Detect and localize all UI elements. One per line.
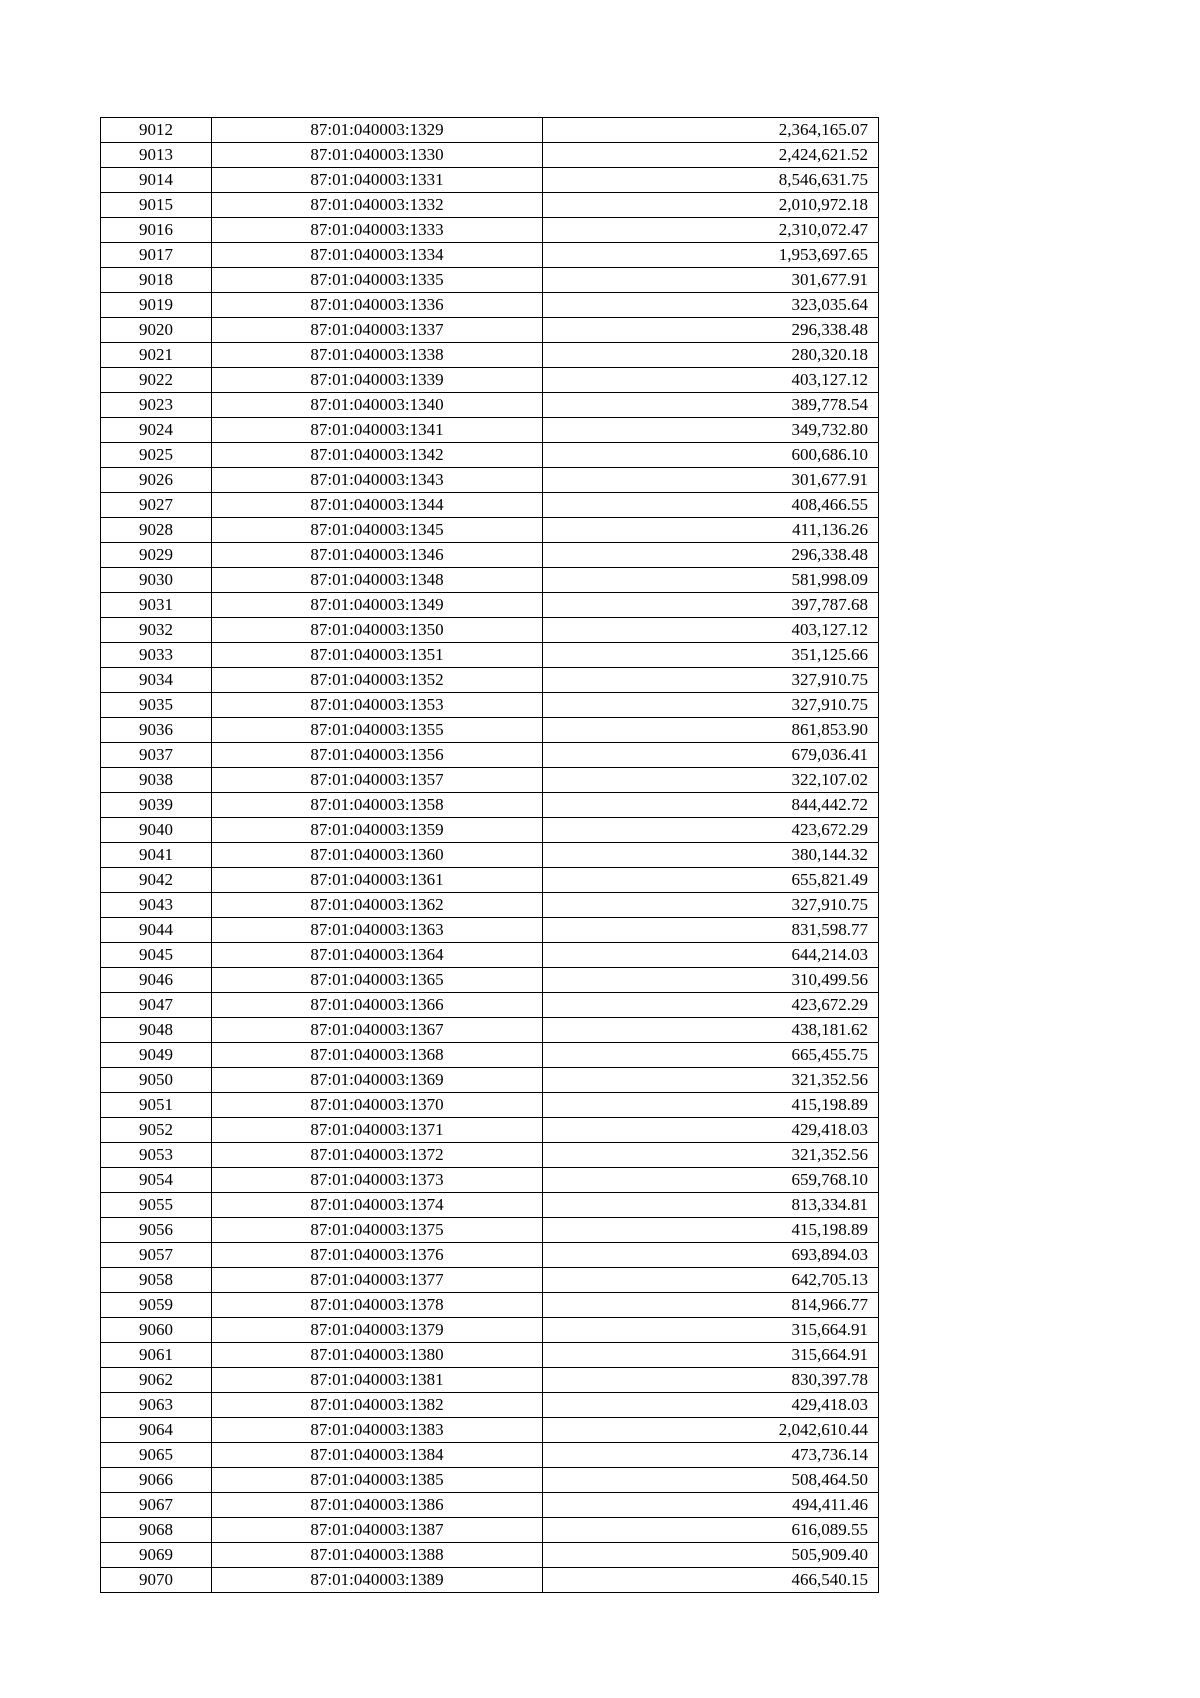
cadastral-value-cell: 466,540.15 — [543, 1568, 879, 1593]
cadastral-number-cell: 87:01:040003:1383 — [212, 1418, 543, 1443]
row-number-cell: 9052 — [101, 1118, 212, 1143]
cadastral-value-cell: 508,464.50 — [543, 1468, 879, 1493]
cadastral-number-cell: 87:01:040003:1341 — [212, 418, 543, 443]
cadastral-number-cell: 87:01:040003:1339 — [212, 368, 543, 393]
table-row — [101, 818, 879, 843]
cadastral-number-cell: 87:01:040003:1336 — [212, 293, 543, 318]
cadastral-value-cell: 423,672.29 — [543, 993, 879, 1018]
table-row — [101, 1143, 879, 1168]
cadastral-number-cell: 87:01:040003:1358 — [212, 793, 543, 818]
table-row — [101, 1518, 879, 1543]
row-number-cell: 9056 — [101, 1218, 212, 1243]
cadastral-value-cell: 438,181.62 — [543, 1018, 879, 1043]
cadastral-value-cell: 659,768.10 — [543, 1168, 879, 1193]
cadastral-number-cell: 87:01:040003:1388 — [212, 1543, 543, 1568]
cadastral-value-cell: 280,320.18 — [543, 343, 879, 368]
cadastral-value-cell: 403,127.12 — [543, 368, 879, 393]
table-row — [101, 243, 879, 268]
cadastral-value-table — [100, 117, 879, 1593]
cadastral-number-cell: 87:01:040003:1361 — [212, 868, 543, 893]
table-row — [101, 1418, 879, 1443]
cadastral-number-cell: 87:01:040003:1389 — [212, 1568, 543, 1593]
row-number-cell: 9066 — [101, 1468, 212, 1493]
row-number-cell: 9054 — [101, 1168, 212, 1193]
row-number-cell: 9051 — [101, 1093, 212, 1118]
table-row — [101, 1443, 879, 1468]
row-number-cell: 9053 — [101, 1143, 212, 1168]
cadastral-value-cell: 2,364,165.07 — [543, 118, 879, 143]
cadastral-value-cell: 679,036.41 — [543, 743, 879, 768]
cadastral-value-cell: 315,664.91 — [543, 1318, 879, 1343]
row-number-cell: 9063 — [101, 1393, 212, 1418]
cadastral-value-cell: 389,778.54 — [543, 393, 879, 418]
cadastral-value-cell: 693,894.03 — [543, 1243, 879, 1268]
cadastral-value-cell: 349,732.80 — [543, 418, 879, 443]
cadastral-number-cell: 87:01:040003:1349 — [212, 593, 543, 618]
row-number-cell: 9068 — [101, 1518, 212, 1543]
table-row — [101, 493, 879, 518]
cadastral-value-cell: 494,411.46 — [543, 1493, 879, 1518]
row-number-cell: 9041 — [101, 843, 212, 868]
row-number-cell: 9058 — [101, 1268, 212, 1293]
row-number-cell: 9048 — [101, 1018, 212, 1043]
table-row — [101, 718, 879, 743]
table-row — [101, 793, 879, 818]
row-number-cell: 9070 — [101, 1568, 212, 1593]
cadastral-value-cell: 310,499.56 — [543, 968, 879, 993]
cadastral-value-cell: 2,424,621.52 — [543, 143, 879, 168]
cadastral-value-cell: 665,455.75 — [543, 1043, 879, 1068]
row-number-cell: 9031 — [101, 593, 212, 618]
row-number-cell: 9038 — [101, 768, 212, 793]
row-number-cell: 9027 — [101, 493, 212, 518]
cadastral-number-cell: 87:01:040003:1384 — [212, 1443, 543, 1468]
cadastral-number-cell: 87:01:040003:1356 — [212, 743, 543, 768]
table-row — [101, 1568, 879, 1593]
cadastral-number-cell: 87:01:040003:1380 — [212, 1343, 543, 1368]
table-row — [101, 1093, 879, 1118]
row-number-cell: 9026 — [101, 468, 212, 493]
cadastral-value-cell: 2,310,072.47 — [543, 218, 879, 243]
cadastral-number-cell: 87:01:040003:1333 — [212, 218, 543, 243]
cadastral-value-cell: 327,910.75 — [543, 668, 879, 693]
table-row — [101, 468, 879, 493]
cadastral-value-cell: 8,546,631.75 — [543, 168, 879, 193]
table-row — [101, 318, 879, 343]
cadastral-number-cell: 87:01:040003:1368 — [212, 1043, 543, 1068]
table-row — [101, 118, 879, 143]
row-number-cell: 9043 — [101, 893, 212, 918]
row-number-cell: 9018 — [101, 268, 212, 293]
cadastral-value-cell: 323,035.64 — [543, 293, 879, 318]
cadastral-number-cell: 87:01:040003:1373 — [212, 1168, 543, 1193]
cadastral-value-cell: 351,125.66 — [543, 643, 879, 668]
table-row — [101, 918, 879, 943]
table-row — [101, 993, 879, 1018]
cadastral-value-cell: 380,144.32 — [543, 843, 879, 868]
row-number-cell: 9017 — [101, 243, 212, 268]
cadastral-number-cell: 87:01:040003:1355 — [212, 718, 543, 743]
row-number-cell: 9023 — [101, 393, 212, 418]
row-number-cell: 9059 — [101, 1293, 212, 1318]
row-number-cell: 9049 — [101, 1043, 212, 1068]
cadastral-value-cell: 616,089.55 — [543, 1518, 879, 1543]
cadastral-number-cell: 87:01:040003:1337 — [212, 318, 543, 343]
table-row — [101, 893, 879, 918]
row-number-cell: 9037 — [101, 743, 212, 768]
row-number-cell: 9065 — [101, 1443, 212, 1468]
table-row — [101, 218, 879, 243]
cadastral-number-cell: 87:01:040003:1360 — [212, 843, 543, 868]
table-row — [101, 268, 879, 293]
cadastral-number-cell: 87:01:040003:1348 — [212, 568, 543, 593]
cadastral-value-cell: 429,418.03 — [543, 1393, 879, 1418]
row-number-cell: 9039 — [101, 793, 212, 818]
cadastral-value-cell: 301,677.91 — [543, 268, 879, 293]
cadastral-value-cell: 408,466.55 — [543, 493, 879, 518]
cadastral-number-cell: 87:01:040003:1334 — [212, 243, 543, 268]
row-number-cell: 9013 — [101, 143, 212, 168]
cadastral-number-cell: 87:01:040003:1331 — [212, 168, 543, 193]
row-number-cell: 9047 — [101, 993, 212, 1018]
cadastral-value-cell: 415,198.89 — [543, 1093, 879, 1118]
cadastral-value-cell: 327,910.75 — [543, 693, 879, 718]
cadastral-number-cell: 87:01:040003:1370 — [212, 1093, 543, 1118]
row-number-cell: 9034 — [101, 668, 212, 693]
table-row — [101, 343, 879, 368]
table-row — [101, 443, 879, 468]
cadastral-number-cell: 87:01:040003:1386 — [212, 1493, 543, 1518]
cadastral-number-cell: 87:01:040003:1340 — [212, 393, 543, 418]
cadastral-value-cell: 321,352.56 — [543, 1143, 879, 1168]
cadastral-number-cell: 87:01:040003:1385 — [212, 1468, 543, 1493]
cadastral-number-cell: 87:01:040003:1365 — [212, 968, 543, 993]
cadastral-number-cell: 87:01:040003:1330 — [212, 143, 543, 168]
row-number-cell: 9060 — [101, 1318, 212, 1343]
table-row — [101, 293, 879, 318]
cadastral-value-cell: 814,966.77 — [543, 1293, 879, 1318]
table-row — [101, 168, 879, 193]
table-row — [101, 1018, 879, 1043]
cadastral-value-cell: 1,953,697.65 — [543, 243, 879, 268]
cadastral-value-cell: 411,136.26 — [543, 518, 879, 543]
cadastral-number-cell: 87:01:040003:1369 — [212, 1068, 543, 1093]
cadastral-number-cell: 87:01:040003:1382 — [212, 1393, 543, 1418]
cadastral-value-cell: 2,010,972.18 — [543, 193, 879, 218]
cadastral-number-cell: 87:01:040003:1377 — [212, 1268, 543, 1293]
row-number-cell: 9044 — [101, 918, 212, 943]
table-row — [101, 143, 879, 168]
cadastral-value-cell: 642,705.13 — [543, 1268, 879, 1293]
cadastral-number-cell: 87:01:040003:1332 — [212, 193, 543, 218]
row-number-cell: 9014 — [101, 168, 212, 193]
row-number-cell: 9067 — [101, 1493, 212, 1518]
cadastral-value-cell: 844,442.72 — [543, 793, 879, 818]
cadastral-value-cell: 415,198.89 — [543, 1218, 879, 1243]
cadastral-value-cell: 600,686.10 — [543, 443, 879, 468]
table-row — [101, 1293, 879, 1318]
cadastral-value-cell: 301,677.91 — [543, 468, 879, 493]
table-row — [101, 568, 879, 593]
row-number-cell: 9035 — [101, 693, 212, 718]
row-number-cell: 9032 — [101, 618, 212, 643]
cadastral-value-cell: 397,787.68 — [543, 593, 879, 618]
table-row — [101, 418, 879, 443]
cadastral-value-cell: 830,397.78 — [543, 1368, 879, 1393]
row-number-cell: 9022 — [101, 368, 212, 393]
row-number-cell: 9012 — [101, 118, 212, 143]
table-row — [101, 618, 879, 643]
cadastral-value-cell: 296,338.48 — [543, 318, 879, 343]
cadastral-number-cell: 87:01:040003:1353 — [212, 693, 543, 718]
row-number-cell: 9062 — [101, 1368, 212, 1393]
row-number-cell: 9061 — [101, 1343, 212, 1368]
row-number-cell: 9033 — [101, 643, 212, 668]
row-number-cell: 9036 — [101, 718, 212, 743]
row-number-cell: 9016 — [101, 218, 212, 243]
table-body — [101, 118, 879, 1593]
table-row — [101, 1268, 879, 1293]
cadastral-number-cell: 87:01:040003:1343 — [212, 468, 543, 493]
row-number-cell: 9015 — [101, 193, 212, 218]
table-row — [101, 1168, 879, 1193]
cadastral-value-cell: 296,338.48 — [543, 543, 879, 568]
row-number-cell: 9042 — [101, 868, 212, 893]
cadastral-number-cell: 87:01:040003:1352 — [212, 668, 543, 693]
table-row — [101, 743, 879, 768]
table-row — [101, 368, 879, 393]
table-row — [101, 1393, 879, 1418]
cadastral-number-cell: 87:01:040003:1342 — [212, 443, 543, 468]
cadastral-number-cell: 87:01:040003:1345 — [212, 518, 543, 543]
table-row — [101, 1318, 879, 1343]
table-row — [101, 693, 879, 718]
table-row — [101, 1043, 879, 1068]
cadastral-value-cell: 423,672.29 — [543, 818, 879, 843]
row-number-cell: 9019 — [101, 293, 212, 318]
cadastral-number-cell: 87:01:040003:1375 — [212, 1218, 543, 1243]
table-row — [101, 1343, 879, 1368]
row-number-cell: 9030 — [101, 568, 212, 593]
row-number-cell: 9064 — [101, 1418, 212, 1443]
row-number-cell: 9029 — [101, 543, 212, 568]
row-number-cell: 9046 — [101, 968, 212, 993]
cadastral-value-cell: 861,853.90 — [543, 718, 879, 743]
table-row — [101, 518, 879, 543]
cadastral-value-cell: 327,910.75 — [543, 893, 879, 918]
cadastral-number-cell: 87:01:040003:1379 — [212, 1318, 543, 1343]
cadastral-number-cell: 87:01:040003:1376 — [212, 1243, 543, 1268]
table-row — [101, 1543, 879, 1568]
cadastral-number-cell: 87:01:040003:1344 — [212, 493, 543, 518]
table-row — [101, 943, 879, 968]
row-number-cell: 9021 — [101, 343, 212, 368]
table-row — [101, 1068, 879, 1093]
cadastral-number-cell: 87:01:040003:1335 — [212, 268, 543, 293]
cadastral-value-cell: 644,214.03 — [543, 943, 879, 968]
cadastral-value-cell: 655,821.49 — [543, 868, 879, 893]
table-row — [101, 843, 879, 868]
row-number-cell: 9050 — [101, 1068, 212, 1093]
cadastral-value-cell: 322,107.02 — [543, 768, 879, 793]
cadastral-value-cell: 2,042,610.44 — [543, 1418, 879, 1443]
table-row — [101, 1193, 879, 1218]
cadastral-number-cell: 87:01:040003:1364 — [212, 943, 543, 968]
row-number-cell: 9069 — [101, 1543, 212, 1568]
table-row — [101, 968, 879, 993]
table-row — [101, 643, 879, 668]
cadastral-value-cell: 473,736.14 — [543, 1443, 879, 1468]
row-number-cell: 9057 — [101, 1243, 212, 1268]
table-row — [101, 393, 879, 418]
table-row — [101, 668, 879, 693]
cadastral-number-cell: 87:01:040003:1381 — [212, 1368, 543, 1393]
row-number-cell: 9045 — [101, 943, 212, 968]
cadastral-number-cell: 87:01:040003:1374 — [212, 1193, 543, 1218]
row-number-cell: 9020 — [101, 318, 212, 343]
cadastral-value-cell: 581,998.09 — [543, 568, 879, 593]
row-number-cell: 9028 — [101, 518, 212, 543]
cadastral-number-cell: 87:01:040003:1378 — [212, 1293, 543, 1318]
table-row — [101, 768, 879, 793]
cadastral-number-cell: 87:01:040003:1359 — [212, 818, 543, 843]
table-row — [101, 1368, 879, 1393]
table-row — [101, 1468, 879, 1493]
table-row — [101, 1493, 879, 1518]
table-row — [101, 193, 879, 218]
cadastral-number-cell: 87:01:040003:1351 — [212, 643, 543, 668]
table-row — [101, 868, 879, 893]
cadastral-number-cell: 87:01:040003:1371 — [212, 1118, 543, 1143]
cadastral-number-cell: 87:01:040003:1367 — [212, 1018, 543, 1043]
cadastral-value-cell: 429,418.03 — [543, 1118, 879, 1143]
cadastral-number-cell: 87:01:040003:1366 — [212, 993, 543, 1018]
table-row — [101, 1243, 879, 1268]
cadastral-number-cell: 87:01:040003:1363 — [212, 918, 543, 943]
table-row — [101, 1218, 879, 1243]
table-row — [101, 543, 879, 568]
cadastral-number-cell: 87:01:040003:1372 — [212, 1143, 543, 1168]
row-number-cell: 9024 — [101, 418, 212, 443]
cadastral-number-cell: 87:01:040003:1346 — [212, 543, 543, 568]
cadastral-value-cell: 505,909.40 — [543, 1543, 879, 1568]
row-number-cell: 9055 — [101, 1193, 212, 1218]
cadastral-value-cell: 403,127.12 — [543, 618, 879, 643]
cadastral-number-cell: 87:01:040003:1329 — [212, 118, 543, 143]
cadastral-value-cell: 831,598.77 — [543, 918, 879, 943]
cadastral-value-cell: 813,334.81 — [543, 1193, 879, 1218]
cadastral-value-cell: 321,352.56 — [543, 1068, 879, 1093]
cadastral-value-cell: 315,664.91 — [543, 1343, 879, 1368]
cadastral-number-cell: 87:01:040003:1357 — [212, 768, 543, 793]
row-number-cell: 9040 — [101, 818, 212, 843]
cadastral-number-cell: 87:01:040003:1362 — [212, 893, 543, 918]
cadastral-number-cell: 87:01:040003:1350 — [212, 618, 543, 643]
row-number-cell: 9025 — [101, 443, 212, 468]
cadastral-number-cell: 87:01:040003:1387 — [212, 1518, 543, 1543]
table-row — [101, 593, 879, 618]
table-row — [101, 1118, 879, 1143]
cadastral-number-cell: 87:01:040003:1338 — [212, 343, 543, 368]
